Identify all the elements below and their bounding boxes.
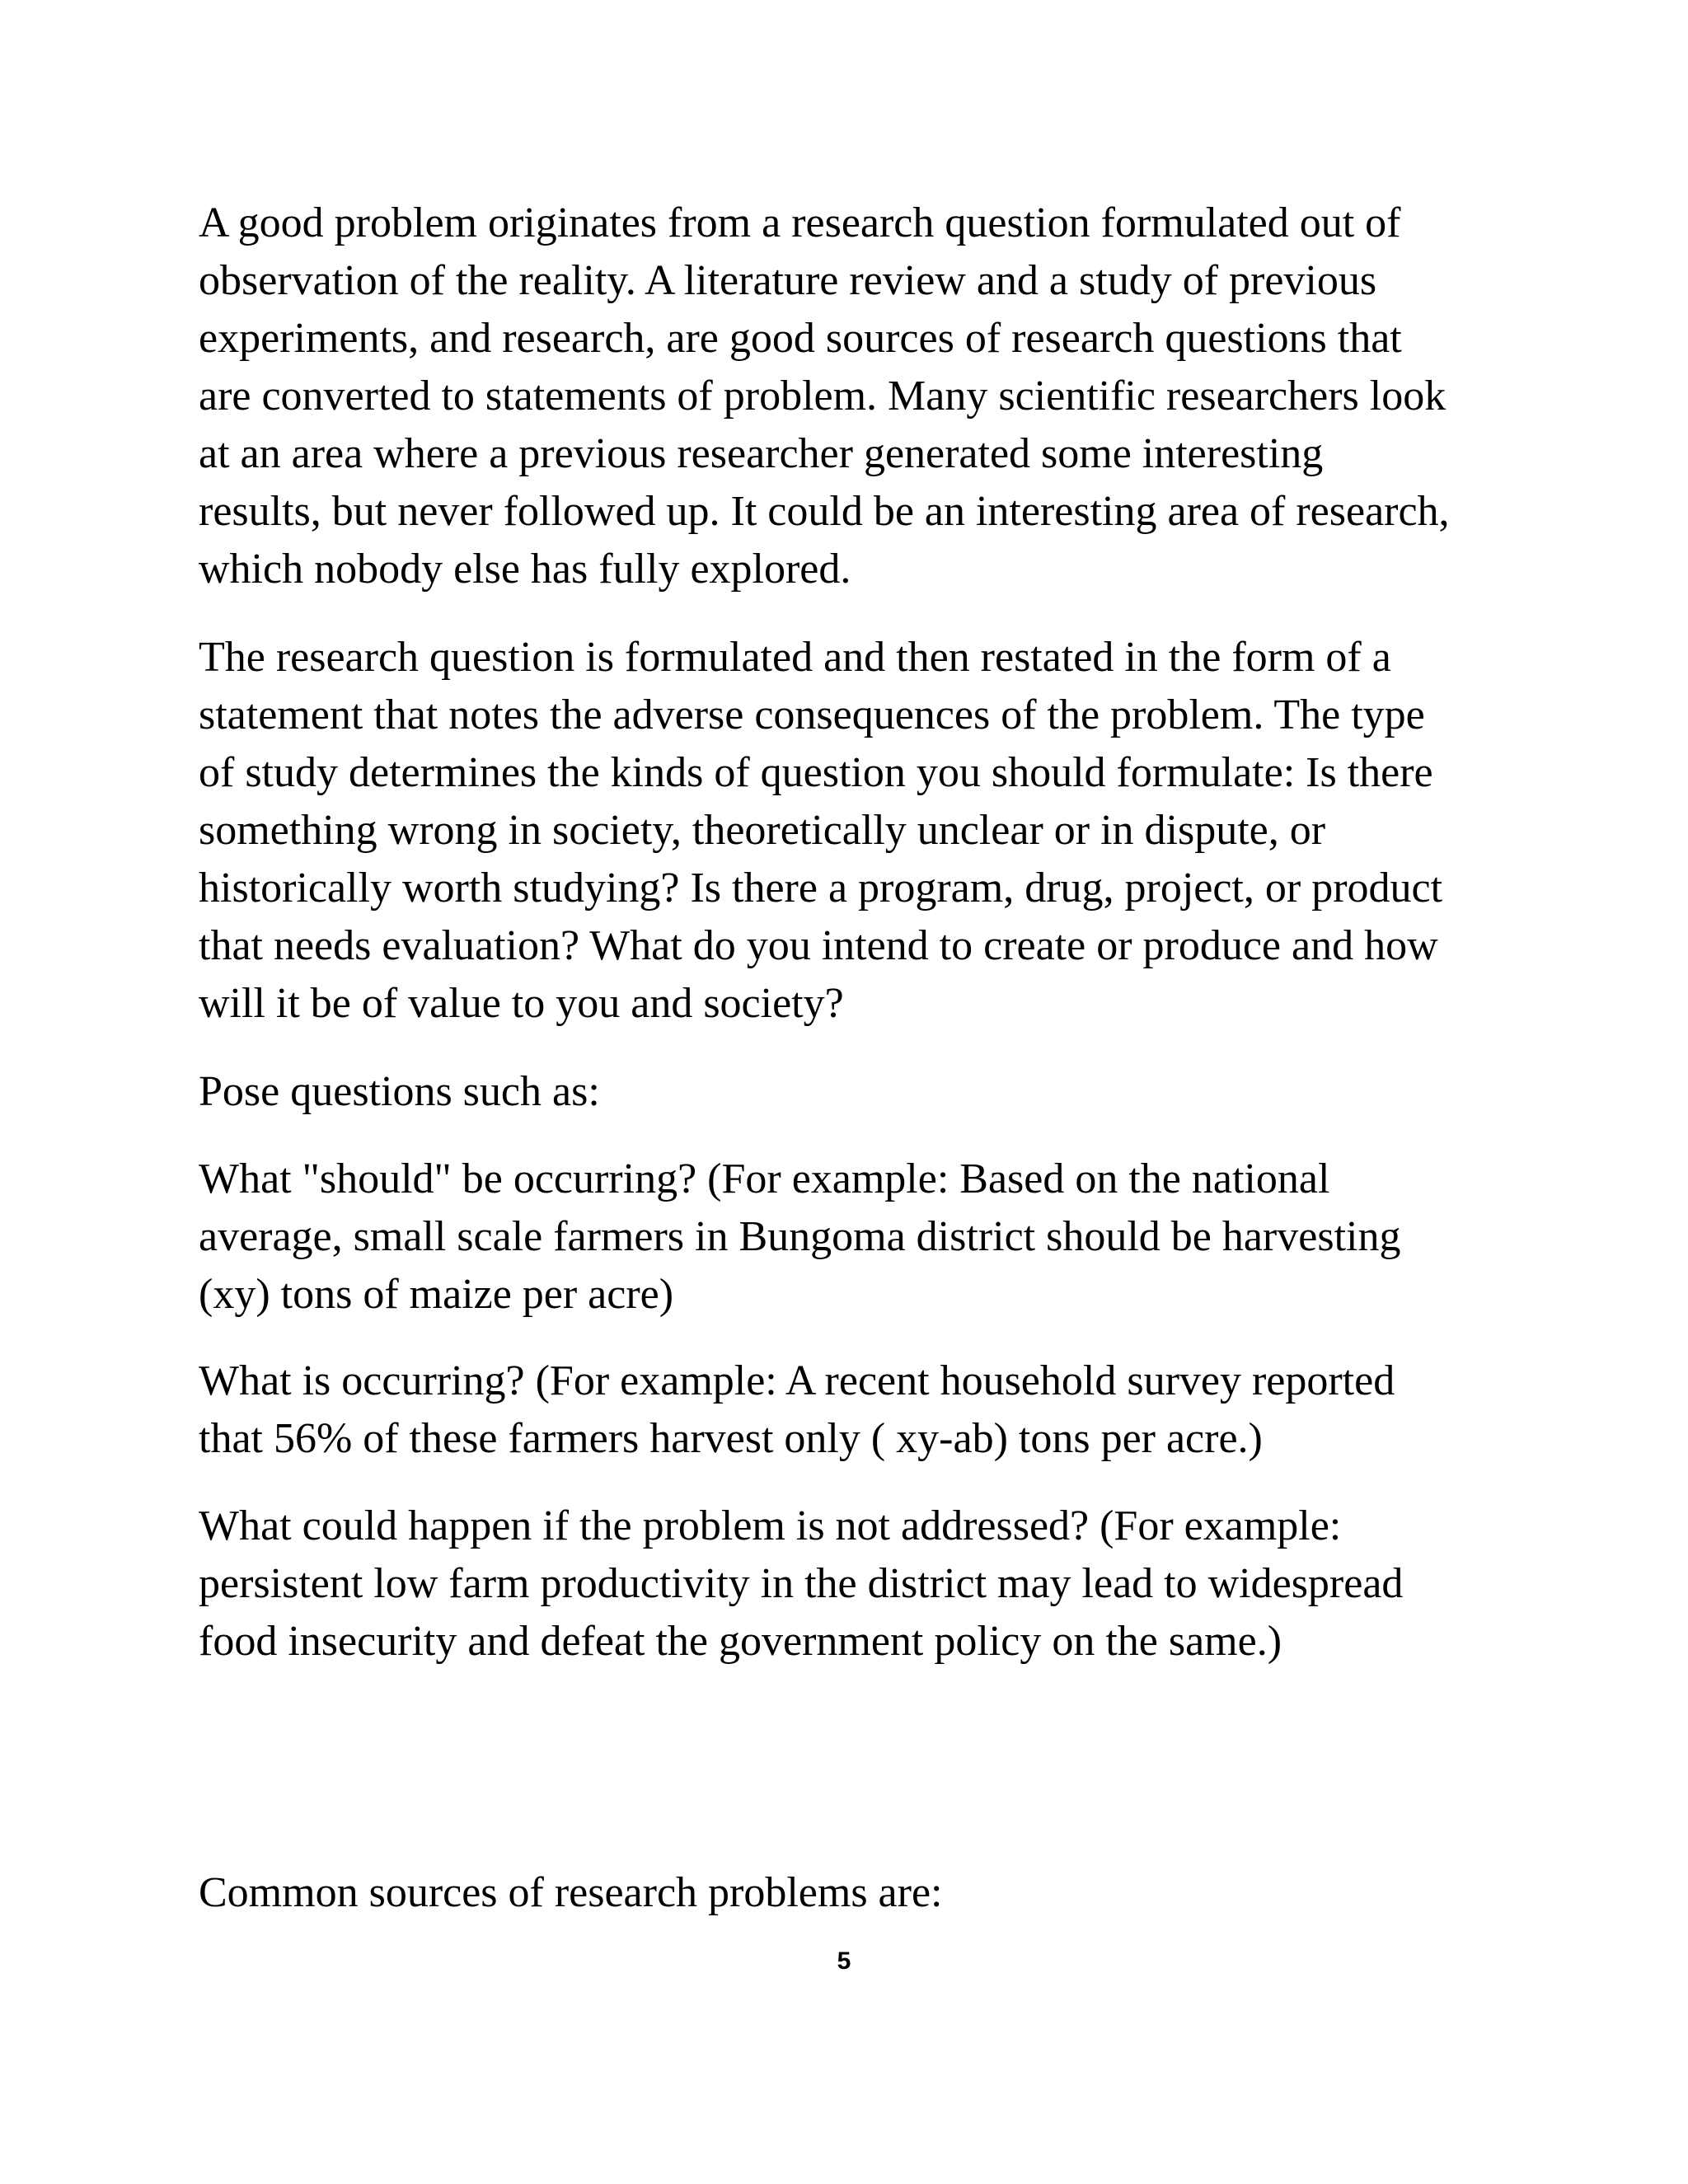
paragraph-what-should-occur: What "should" be occurring? (For example: Based on the national average, small scale farmers in Bungoma district should be harvesting (xy) tons of maize per acre) xyxy=(199,1155,1401,1318)
paragraph-pose-questions: Pose questions such as: xyxy=(199,1068,600,1115)
paragraph-problem-origin: A good problem originates from a research question formulated out of observation of the reality. A literature review and a study of previous experiments, and research, are good sources of research questions that are converted to statements of problem. Many scientific researchers look at an area where a previous researcher generated some interesting results, but never followed up. It could be an interesting area of research, which nobody else has fully explored. xyxy=(199,199,1450,593)
paragraph-research-question: The research question is formulated and then restated in the form of a statement that notes the adverse consequences of the problem. The type of study determines the kinds of question you should formulate: Is there something wrong in society, theoretically unclear or in dispute, or historically worth studying? Is there a program, drug, project, or product that needs evaluation? What do you intend to create or produce and how will it be of value to you and society? xyxy=(199,634,1443,1027)
page-number: 5 xyxy=(837,1947,851,1975)
paragraph-what-could-happen: What could happen if the problem is not addressed? (For example: persistent low farm productivity in the district may lead to widespread food insecurity and defeat the government policy on the same.) xyxy=(199,1502,1404,1665)
paragraph-what-is-occurring: What is occurring? (For example: A recent household survey reported that 56% of these farmers harvest only ( xy-ab) tons per acre.) xyxy=(199,1357,1395,1462)
paragraph-common-sources: Common sources of research problems are: xyxy=(199,1869,943,1916)
